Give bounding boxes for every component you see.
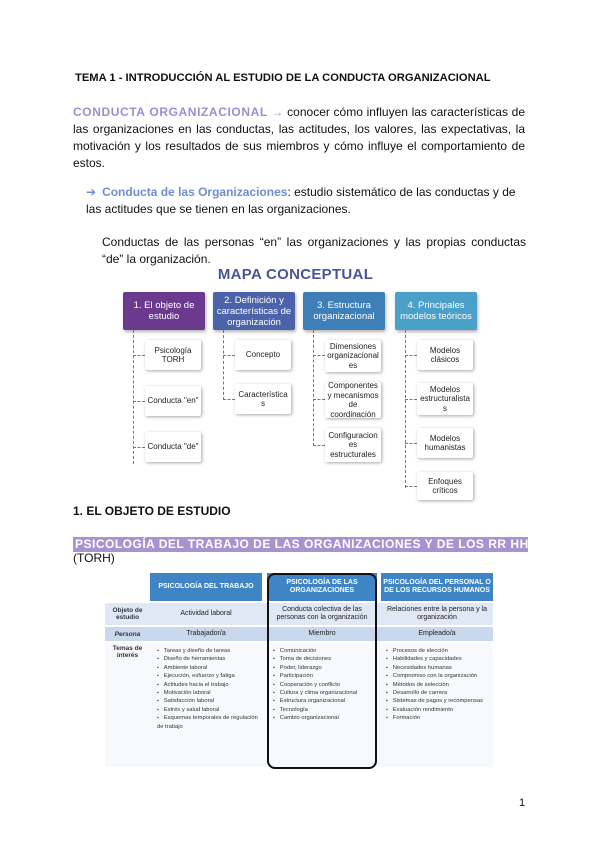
intro-term: CONDUCTA ORGANIZACIONAL — [73, 105, 268, 119]
table-cell: Trabajador/a — [186, 630, 226, 637]
list-item: ▪ Habilidades y capacidades — [386, 655, 492, 663]
list-item: ▪ Estructura organizacional — [273, 697, 375, 705]
map-item: Modelos estructuralista s — [417, 383, 473, 415]
map-connector — [133, 401, 145, 403]
list-item: ▪ Motivación laboral — [157, 689, 261, 697]
list-item: ▪ Sistemas de pagos y recompensas — [386, 697, 492, 705]
list-item: ▪ Procesos de elección — [386, 647, 492, 655]
topics-list-rrhh — [386, 647, 492, 723]
map-item: Conducta "de" — [145, 432, 201, 462]
list-item: ▪ Toma de decisiones — [273, 655, 375, 663]
table-cell: Conducta colectiva de las personas con la organización — [276, 606, 368, 621]
map-item: Modelos humanistas — [417, 428, 473, 458]
map-connector — [313, 330, 315, 446]
map-item: Enfoques críticos — [417, 472, 473, 500]
bullet-conducta-organizaciones — [86, 184, 526, 218]
list-item: ▪ Cambio organizacional — [273, 714, 375, 722]
torh-abbr: (TORH) — [73, 551, 115, 565]
map-header-definicion: 2. Definición y características de organización — [213, 292, 295, 330]
map-connector — [313, 399, 325, 401]
list-item: ▪ Satisfacción laboral — [157, 697, 261, 705]
list-item: ▪ Ambiente laboral — [157, 664, 261, 672]
bullet-text: : estudio sistemático de las conductas y de las actitudes que se tienen en las organizaciones. — [86, 185, 516, 216]
bullet-term: Conducta de las Organizaciones — [102, 185, 288, 199]
paragraph-conductas: Conductas de las personas “en” las organizaciones y las propias conductas “de” la organización. — [102, 235, 526, 266]
list-item: ▪ Cooperación y conflicto — [273, 681, 375, 689]
comparison-table — [105, 569, 493, 772]
row-label: Objeto de estudio — [112, 607, 143, 621]
list-item: ▪ Compromiso con la organización — [386, 672, 492, 680]
table-header: PSICOLOGÍA DEL PERSONAL O DE LOS RECURSOS HUMANOS — [381, 573, 493, 601]
map-connector — [405, 330, 407, 488]
section-heading: 1. EL OBJETO DE ESTUDIO — [73, 504, 231, 518]
map-connector — [313, 355, 325, 357]
map-connector — [223, 330, 225, 400]
map-connector — [405, 355, 417, 357]
map-connector — [133, 330, 135, 464]
list-item: ▪ Poder, liderazgo — [273, 664, 375, 672]
map-connector — [405, 486, 417, 488]
list-item: ▪ Desarrollo de carrera — [386, 689, 492, 697]
map-item: Dimensiones organizacional es — [325, 340, 381, 372]
list-item: ▪ Cultura y clima organizacional — [273, 689, 375, 697]
map-header-objeto: 1. El objeto de estudio — [123, 292, 205, 330]
map-connector — [313, 445, 325, 447]
torh-highlight: PSICOLOGÍA DEL TRABAJO DE LAS ORGANIZACIONES Y DE LOS RR HH — [75, 537, 529, 551]
map-item: Característica s — [235, 384, 291, 414]
map-connector — [405, 443, 417, 445]
list-item: ▪ Estrés y salud laboral — [157, 706, 261, 714]
list-item: ▪ Diseño de herramientas — [157, 655, 261, 663]
list-item: ▪ Tareas y diseño de tareas — [157, 647, 261, 655]
row-label: Persona — [114, 631, 141, 638]
list-item: ▪ Formación — [386, 714, 492, 722]
table-cell: Miembro — [308, 630, 336, 637]
map-header-estructura: 3. Estructura organizacional — [303, 292, 385, 330]
page-title: TEMA 1 - INTRODUCCIÓN AL ESTUDIO DE LA CONDUCTA ORGANIZACIONAL — [75, 72, 491, 84]
map-item: Configuracion es estructurales — [325, 428, 381, 462]
arrow-icon: → — [271, 105, 284, 119]
table-cell: Empleado/a — [418, 630, 456, 637]
map-item: Psicología TORH — [145, 340, 201, 370]
list-item: ▪ Esquemas temporales de regulación de trabajo — [157, 714, 261, 731]
map-header-modelos: 4. Principales modelos teóricos — [395, 292, 477, 330]
map-item: Conducta "en" — [145, 386, 201, 416]
list-item: ▪ Métodos de selección — [386, 681, 492, 689]
map-connector — [223, 399, 235, 401]
list-item: ▪ Actitudes hacia el trabajo — [157, 681, 261, 689]
bullet-arrow-icon: ➔ — [86, 185, 97, 199]
map-connector — [133, 447, 145, 449]
map-connector — [223, 355, 235, 357]
map-connector — [133, 355, 145, 357]
torh-heading — [73, 535, 528, 553]
concept-map-title: MAPA CONCEPTUAL — [217, 266, 374, 283]
concept-map — [115, 268, 476, 498]
map-item: Modelos clásicos — [417, 340, 473, 370]
table-header: PSICOLOGÍA DE LAS ORGANIZACIONES — [267, 573, 377, 601]
map-item: Concepto — [235, 340, 291, 370]
intro-paragraph — [73, 104, 525, 172]
list-item: ▪ Ejecución, esfuerzo y fatiga — [157, 672, 261, 680]
intro-text: conocer cómo influyen las características de las organizaciones en las conductas, las actitudes, los valores, las expectativas, la motivación y los resultados de sus miembros y cómo influye el comportamiento de estos. — [73, 105, 525, 170]
topics-list-trabajo — [157, 647, 261, 731]
list-item: ▪ Comunicación — [273, 647, 375, 655]
highlight-frame — [267, 573, 377, 769]
table-cell: Relaciones entre la persona y la organización — [386, 606, 487, 621]
table-cell: Actividad laboral — [180, 610, 232, 617]
list-item: ▪ Necesidades humanas — [386, 664, 492, 672]
page-number: 1 — [519, 797, 526, 809]
map-connector — [405, 399, 417, 401]
list-item: ▪ Tecnología — [273, 706, 375, 714]
list-item: ▪ Participación — [273, 672, 375, 680]
row-label: Temas de interés — [112, 645, 143, 659]
list-item: ▪ Evaluación rendimiento — [386, 706, 492, 714]
map-item: Componentes y mecanismos de coordinación — [325, 382, 381, 418]
table-header: PSICOLOGÍA DEL TRABAJO — [150, 573, 262, 601]
